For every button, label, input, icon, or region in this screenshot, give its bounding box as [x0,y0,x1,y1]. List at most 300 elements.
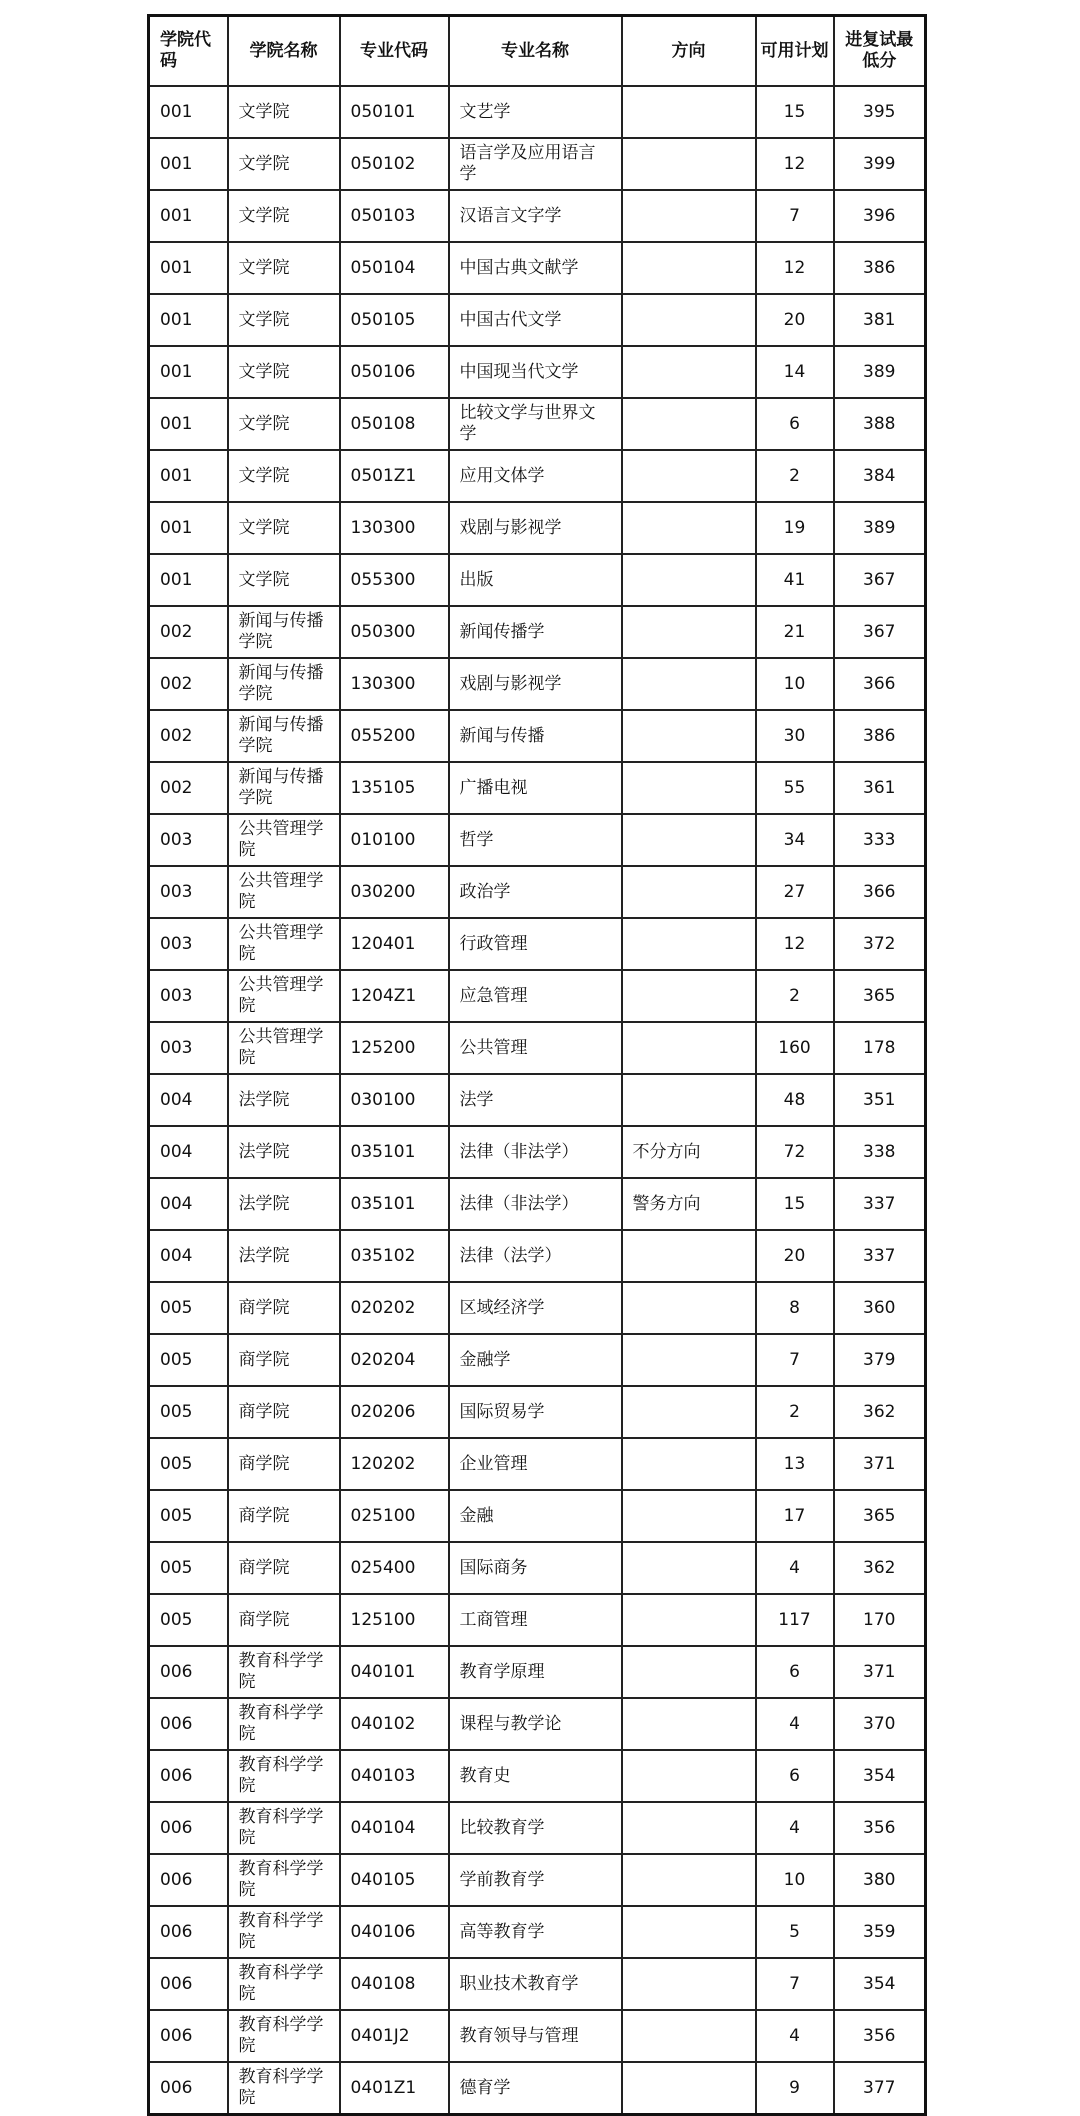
cell-direction [622,450,756,502]
cell-major-code: 050108 [340,398,449,450]
cell-major-name: 金融学 [449,1334,622,1386]
cell-major-name: 国际贸易学 [449,1386,622,1438]
cell-major-code: 010100 [340,814,449,866]
cell-direction [622,294,756,346]
cell-plan: 7 [756,1334,834,1386]
cell-school-code: 004 [149,1178,228,1230]
cell-school-code: 006 [149,2010,228,2062]
cell-school-code: 003 [149,918,228,970]
cell-major-code: 1204Z1 [340,970,449,1022]
cell-direction: 不分方向 [622,1126,756,1178]
cell-min-score: 371 [834,1646,926,1698]
cell-school-name: 教育科学学院 [228,2010,340,2062]
cell-school-name: 新闻与传播学院 [228,606,340,658]
cell-school-name: 商学院 [228,1386,340,1438]
header-school-code: 学院代码 [149,16,228,87]
table-row [149,346,926,398]
cell-min-score: 396 [834,190,926,242]
cell-major-name: 区域经济学 [449,1282,622,1334]
cell-major-code: 025400 [340,1542,449,1594]
cell-direction [622,1750,756,1802]
cell-plan: 20 [756,294,834,346]
cell-min-score: 389 [834,346,926,398]
cell-school-code: 006 [149,1854,228,1906]
cell-plan: 160 [756,1022,834,1074]
cell-direction [622,86,756,138]
cell-major-name: 汉语言文字学 [449,190,622,242]
table-row [149,1750,926,1802]
cell-major-name: 行政管理 [449,918,622,970]
cell-direction [622,554,756,606]
cell-major-name: 中国古代文学 [449,294,622,346]
cell-school-name: 文学院 [228,398,340,450]
cell-school-name: 公共管理学院 [228,918,340,970]
table-row [149,502,926,554]
cell-major-name: 戏剧与影视学 [449,502,622,554]
cell-direction [622,1022,756,1074]
cell-major-code: 040108 [340,1958,449,2010]
cell-major-name: 教育学原理 [449,1646,622,1698]
cell-major-name: 哲学 [449,814,622,866]
cell-school-name: 教育科学学院 [228,1802,340,1854]
cell-school-code: 006 [149,1698,228,1750]
cell-plan: 14 [756,346,834,398]
table-row [149,1906,926,1958]
cell-school-code: 001 [149,502,228,554]
cell-min-score: 366 [834,866,926,918]
cell-plan: 9 [756,2062,834,2115]
cell-plan: 72 [756,1126,834,1178]
cell-school-code: 006 [149,1646,228,1698]
cell-school-name: 教育科学学院 [228,1646,340,1698]
table-header-row [149,16,926,87]
table-row [149,398,926,450]
cell-major-name: 国际商务 [449,1542,622,1594]
cell-school-name: 文学院 [228,242,340,294]
table-row [149,918,926,970]
cell-min-score: 359 [834,1906,926,1958]
cell-school-name: 文学院 [228,554,340,606]
cell-plan: 5 [756,1906,834,1958]
table-row [149,1230,926,1282]
cell-min-score: 367 [834,554,926,606]
cell-school-code: 004 [149,1126,228,1178]
cell-school-name: 文学院 [228,450,340,502]
cell-school-name: 文学院 [228,294,340,346]
cell-min-score: 365 [834,970,926,1022]
cell-major-code: 030200 [340,866,449,918]
cell-major-code: 0401Z1 [340,2062,449,2115]
cell-min-score: 362 [834,1542,926,1594]
cell-major-code: 0501Z1 [340,450,449,502]
cell-major-name: 法律（非法学） [449,1178,622,1230]
cell-school-name: 教育科学学院 [228,1750,340,1802]
cell-plan: 15 [756,86,834,138]
cell-major-name: 中国现当代文学 [449,346,622,398]
cell-major-code: 020202 [340,1282,449,1334]
cell-major-name: 金融 [449,1490,622,1542]
cell-direction [622,2010,756,2062]
cell-min-score: 351 [834,1074,926,1126]
table-row [149,242,926,294]
cell-school-name: 商学院 [228,1282,340,1334]
cell-min-score: 370 [834,1698,926,1750]
cell-major-name: 政治学 [449,866,622,918]
cell-direction [622,1282,756,1334]
cell-school-code: 003 [149,866,228,918]
cell-major-code: 050300 [340,606,449,658]
cell-major-name: 法律（法学） [449,1230,622,1282]
cell-direction [622,1074,756,1126]
header-min-score: 进复试最低分 [834,16,926,87]
cell-plan: 13 [756,1438,834,1490]
cell-direction [622,1646,756,1698]
table-row [149,294,926,346]
table-row [149,1126,926,1178]
cell-direction [622,1802,756,1854]
cell-plan: 2 [756,450,834,502]
cell-school-code: 003 [149,1022,228,1074]
cell-school-name: 公共管理学院 [228,970,340,1022]
cell-direction [622,658,756,710]
cell-major-code: 050106 [340,346,449,398]
cell-min-score: 356 [834,1802,926,1854]
cell-direction [622,762,756,814]
cell-plan: 48 [756,1074,834,1126]
cell-school-name: 教育科学学院 [228,1958,340,2010]
cell-school-name: 文学院 [228,502,340,554]
cell-direction [622,606,756,658]
cell-direction [622,1386,756,1438]
cell-major-code: 050105 [340,294,449,346]
table-row [149,450,926,502]
cell-direction [622,398,756,450]
table-row [149,1022,926,1074]
cell-major-code: 130300 [340,658,449,710]
cell-major-name: 教育史 [449,1750,622,1802]
table-row [149,1802,926,1854]
cell-major-name: 高等教育学 [449,1906,622,1958]
cell-min-score: 371 [834,1438,926,1490]
cell-major-code: 050102 [340,138,449,190]
cell-major-name: 语言学及应用语言学 [449,138,622,190]
cell-major-code: 125200 [340,1022,449,1074]
cell-major-code: 040101 [340,1646,449,1698]
cell-school-name: 文学院 [228,190,340,242]
cell-min-score: 380 [834,1854,926,1906]
cell-min-score: 356 [834,2010,926,2062]
cell-plan: 12 [756,242,834,294]
table-row [149,1698,926,1750]
cell-plan: 34 [756,814,834,866]
cell-direction [622,1854,756,1906]
cell-major-code: 040104 [340,1802,449,1854]
cell-school-code: 006 [149,1906,228,1958]
cell-school-name: 商学院 [228,1542,340,1594]
cell-plan: 2 [756,970,834,1022]
cell-school-name: 教育科学学院 [228,1854,340,1906]
table-row [149,1958,926,2010]
cell-min-score: 389 [834,502,926,554]
cell-school-code: 001 [149,554,228,606]
cell-school-name: 法学院 [228,1178,340,1230]
cell-major-code: 135105 [340,762,449,814]
cell-school-code: 004 [149,1074,228,1126]
cell-min-score: 366 [834,658,926,710]
cell-school-code: 005 [149,1438,228,1490]
cell-school-name: 新闻与传播学院 [228,658,340,710]
cell-direction [622,970,756,1022]
cell-plan: 21 [756,606,834,658]
cell-plan: 17 [756,1490,834,1542]
cell-major-name: 应用文体学 [449,450,622,502]
cell-direction [622,866,756,918]
cell-direction [622,1490,756,1542]
cell-plan: 10 [756,658,834,710]
cell-direction [622,1438,756,1490]
cell-min-score: 381 [834,294,926,346]
cell-min-score: 178 [834,1022,926,1074]
cell-major-name: 文艺学 [449,86,622,138]
cell-min-score: 361 [834,762,926,814]
cell-min-score: 362 [834,1386,926,1438]
cell-plan: 6 [756,1750,834,1802]
cell-major-name: 教育领导与管理 [449,2010,622,2062]
cell-major-name: 课程与教学论 [449,1698,622,1750]
cell-min-score: 386 [834,242,926,294]
table-row [149,1542,926,1594]
cell-school-name: 商学院 [228,1490,340,1542]
cell-min-score: 377 [834,2062,926,2115]
cell-plan: 30 [756,710,834,762]
table-row [149,1074,926,1126]
cell-min-score: 338 [834,1126,926,1178]
cell-school-name: 商学院 [228,1594,340,1646]
cell-school-name: 文学院 [228,86,340,138]
table-row [149,1854,926,1906]
cell-school-code: 002 [149,658,228,710]
cell-major-code: 025100 [340,1490,449,1542]
cell-min-score: 388 [834,398,926,450]
cell-plan: 41 [756,554,834,606]
cell-school-code: 004 [149,1230,228,1282]
table-row [149,1178,926,1230]
cell-direction [622,1698,756,1750]
cell-major-code: 120401 [340,918,449,970]
cell-direction [622,1542,756,1594]
cell-school-name: 教育科学学院 [228,1698,340,1750]
table-row [149,86,926,138]
cell-school-code: 005 [149,1386,228,1438]
cell-plan: 10 [756,1854,834,1906]
cell-plan: 15 [756,1178,834,1230]
cell-school-name: 法学院 [228,1230,340,1282]
cell-major-name: 比较文学与世界文学 [449,398,622,450]
cell-major-name: 工商管理 [449,1594,622,1646]
cell-min-score: 333 [834,814,926,866]
table-row [149,190,926,242]
cell-school-code: 002 [149,762,228,814]
cell-min-score: 384 [834,450,926,502]
table-row [149,606,926,658]
cell-major-code: 050101 [340,86,449,138]
header-plan: 可用计划 [756,16,834,87]
table-row [149,1438,926,1490]
cell-min-score: 354 [834,1750,926,1802]
cell-direction [622,918,756,970]
cell-direction [622,1906,756,1958]
cell-direction [622,190,756,242]
cell-min-score: 354 [834,1958,926,2010]
cell-major-code: 055300 [340,554,449,606]
table-row [149,554,926,606]
table-row [149,710,926,762]
table-row [149,814,926,866]
table-row [149,762,926,814]
cell-major-code: 020206 [340,1386,449,1438]
cell-school-code: 005 [149,1334,228,1386]
cell-major-name: 中国古典文献学 [449,242,622,294]
cell-major-name: 法学 [449,1074,622,1126]
cell-school-code: 002 [149,710,228,762]
cell-major-code: 040106 [340,1906,449,1958]
cell-plan: 7 [756,190,834,242]
cell-major-code: 050104 [340,242,449,294]
cell-major-name: 法律（非法学） [449,1126,622,1178]
cell-plan: 12 [756,138,834,190]
cell-direction [622,1594,756,1646]
cell-school-name: 商学院 [228,1334,340,1386]
cell-plan: 8 [756,1282,834,1334]
cell-min-score: 399 [834,138,926,190]
cell-min-score: 365 [834,1490,926,1542]
cell-major-code: 035102 [340,1230,449,1282]
table-body [149,86,926,2115]
cell-school-code: 005 [149,1594,228,1646]
cell-school-name: 公共管理学院 [228,1022,340,1074]
cell-direction [622,346,756,398]
cell-school-name: 教育科学学院 [228,1906,340,1958]
cell-school-code: 005 [149,1542,228,1594]
cell-school-code: 006 [149,1750,228,1802]
table-row [149,866,926,918]
cell-school-code: 005 [149,1282,228,1334]
cell-direction: 警务方向 [622,1178,756,1230]
cell-major-code: 130300 [340,502,449,554]
cell-school-code: 001 [149,86,228,138]
cell-plan: 4 [756,1802,834,1854]
cell-school-code: 006 [149,1802,228,1854]
cell-direction [622,814,756,866]
cell-direction [622,1334,756,1386]
cell-major-name: 比较教育学 [449,1802,622,1854]
cell-school-code: 005 [149,1490,228,1542]
cell-school-name: 新闻与传播学院 [228,762,340,814]
table-row [149,2010,926,2062]
cell-school-code: 001 [149,242,228,294]
cell-min-score: 379 [834,1334,926,1386]
cell-major-code: 040102 [340,1698,449,1750]
cell-school-name: 公共管理学院 [228,814,340,866]
table-row [149,1386,926,1438]
cell-major-name: 公共管理 [449,1022,622,1074]
cell-min-score: 372 [834,918,926,970]
cell-min-score: 170 [834,1594,926,1646]
cell-school-code: 003 [149,970,228,1022]
cell-school-code: 006 [149,2062,228,2115]
cell-major-code: 040103 [340,1750,449,1802]
cell-school-name: 商学院 [228,1438,340,1490]
cell-min-score: 386 [834,710,926,762]
cell-major-code: 125100 [340,1594,449,1646]
cell-direction [622,502,756,554]
cell-school-code: 001 [149,294,228,346]
cell-plan: 7 [756,1958,834,2010]
cell-plan: 4 [756,2010,834,2062]
table-row [149,1646,926,1698]
cell-major-code: 050103 [340,190,449,242]
cell-direction [622,1230,756,1282]
cell-school-name: 文学院 [228,138,340,190]
header-major-name: 专业名称 [449,16,622,87]
table-row [149,1594,926,1646]
table-row [149,138,926,190]
cell-major-name: 出版 [449,554,622,606]
cell-school-code: 001 [149,138,228,190]
cell-plan: 6 [756,398,834,450]
cell-school-code: 002 [149,606,228,658]
cell-major-code: 040105 [340,1854,449,1906]
table-row [149,1490,926,1542]
cell-plan: 6 [756,1646,834,1698]
cell-major-code: 020204 [340,1334,449,1386]
cell-major-name: 新闻传播学 [449,606,622,658]
cell-school-name: 公共管理学院 [228,866,340,918]
cell-school-name: 新闻与传播学院 [228,710,340,762]
cell-plan: 2 [756,1386,834,1438]
cell-direction [622,138,756,190]
cell-plan: 4 [756,1542,834,1594]
table-row [149,2062,926,2115]
cell-plan: 20 [756,1230,834,1282]
cell-major-name: 学前教育学 [449,1854,622,1906]
cell-major-name: 职业技术教育学 [449,1958,622,2010]
cell-plan: 55 [756,762,834,814]
cell-min-score: 395 [834,86,926,138]
cell-min-score: 337 [834,1178,926,1230]
cell-major-name: 新闻与传播 [449,710,622,762]
cell-major-name: 广播电视 [449,762,622,814]
cell-major-code: 035101 [340,1178,449,1230]
cell-direction [622,2062,756,2115]
cell-plan: 19 [756,502,834,554]
table-row [149,658,926,710]
cell-school-code: 001 [149,450,228,502]
header-school-name: 学院名称 [228,16,340,87]
admission-table-container [147,14,927,2116]
cell-plan: 27 [756,866,834,918]
cell-min-score: 337 [834,1230,926,1282]
cell-school-name: 法学院 [228,1074,340,1126]
cell-major-code: 120202 [340,1438,449,1490]
cell-min-score: 360 [834,1282,926,1334]
cell-major-code: 0401J2 [340,2010,449,2062]
table-row [149,1282,926,1334]
table-row [149,970,926,1022]
header-major-code: 专业代码 [340,16,449,87]
cell-direction [622,1958,756,2010]
admission-score-table [147,14,927,2116]
